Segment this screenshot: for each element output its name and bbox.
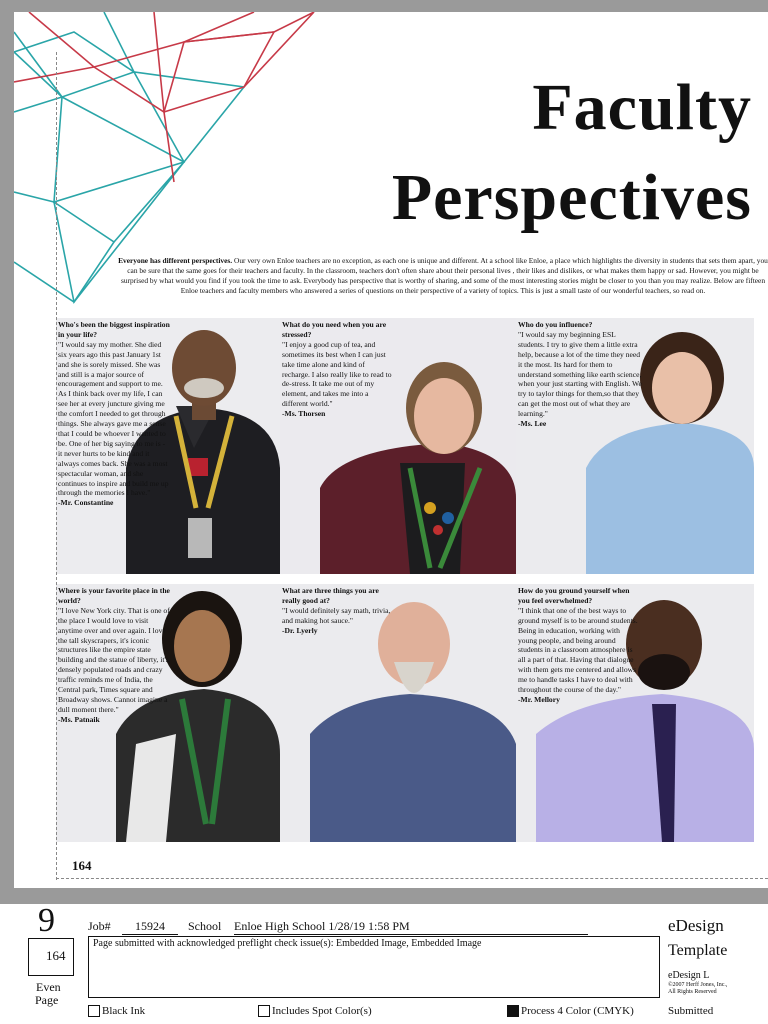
- spot-color-label: Includes Spot Color(s): [272, 1005, 372, 1017]
- quote-block-mellory: [518, 586, 638, 705]
- brand-line1: eDesign: [668, 916, 724, 935]
- quote-question: What are three things you are really good at?: [282, 586, 379, 605]
- quote-answer: "I would say my beginning ESL students. I try to give them a little extra help, because a lot of the time they need it the most. Its hard for them to understand something like earth science, when your just starting with English. We try to taylor things for them,so that they can get the most out of what they are learning.": [518, 329, 642, 419]
- school-value: Enloe High School 1/28/19 1:58 PM: [234, 919, 588, 935]
- quote-question: What do you need when you are stressed?: [282, 320, 387, 339]
- intro-lead: Everyone has different perspectives.: [118, 256, 233, 265]
- quote-block-lee: [518, 320, 642, 429]
- page-title-line2: Perspectives: [391, 161, 752, 234]
- page-label: Page: [35, 993, 59, 1007]
- spot-color-checkbox[interactable]: [258, 1005, 270, 1017]
- quote-block-constantine: [58, 320, 170, 508]
- black-ink-label: Black Ink: [102, 1005, 146, 1017]
- quote-answer: "I enjoy a good cup of tea, and sometimes its best when I can just take time alone and kind of recharge. I also really like to read to de-stress. It take me out of my element, and takes me into a different world.": [282, 339, 392, 409]
- quote-answer: "I love New York city. That is one of the place I would love to visit anytime over and over again. I love the tall skyscrapers, it's iconic structures like the empire state building and the statue of liberty, it's densely populated roads and crazy traffic reminds me of India, the Central park, Times square and Broadway shows. Cannot imagine a dull moment there.": [58, 605, 170, 714]
- page-title-line1: Faculty: [532, 71, 752, 144]
- page-number: 164: [46, 948, 66, 963]
- message-text: Page submitted with acknowledged preflight check issue(s): Embedded Image, Embedded Image: [93, 938, 482, 949]
- frame-top-bar: [0, 0, 768, 12]
- black-ink-checkbox[interactable]: [88, 1005, 100, 1017]
- copyright-line2: All Rights Reserved: [668, 989, 717, 995]
- even-label: Even: [36, 980, 61, 994]
- job-number: 15924: [122, 919, 178, 935]
- quote-answer: "I would definitely say math, trivia, and making hot sauce.": [282, 605, 391, 625]
- quote-author: -Mr. Mellory: [518, 694, 560, 704]
- process-color-label: Process 4 Color (CMYK): [521, 1005, 634, 1017]
- quote-author: -Mr. Constantine: [58, 498, 114, 508]
- quote-block-thorsen: [282, 320, 394, 419]
- page-index: 9: [38, 902, 55, 939]
- frame-bottom-bar: [0, 888, 768, 904]
- quote-answer: "I would say my mother. She died six years ago this past January 1st and she is sorely missed. She was and still is a major source of encouragement and support to me. As I think back over my life, I can see her at every juncture giving me the comfort I needed to get through things. She always gave me a sense that I could be whoever I wanted to be. One of her big saying to me is - it never hurts to be kind and it always comes back. She was a most spectacular woman, and she continues to inspire and build me up through the memories I have.": [58, 339, 169, 498]
- brand-small: eDesign L: [668, 970, 710, 981]
- frame-left-bar: [0, 0, 14, 888]
- intro-paragraph: [118, 256, 768, 296]
- copyright-line1: ©2007 Herff Jones, Inc.,: [668, 982, 728, 988]
- quote-question: Who's been the biggest inspiration in your life?: [58, 320, 170, 339]
- quote-block-patnaik: [58, 586, 170, 725]
- quote-author: -Ms. Lee: [518, 419, 547, 429]
- process-color-checkbox[interactable]: [507, 1005, 519, 1017]
- quote-author: -Ms. Thorsen: [282, 409, 326, 419]
- margin-guide-left: [56, 52, 57, 880]
- quote-question: Who do you influence?: [518, 320, 593, 329]
- quote-block-lyerly: [282, 586, 394, 636]
- quote-question: How do you ground yourself when you feel overwhelmed?: [518, 586, 630, 605]
- yearbook-page: [14, 12, 768, 888]
- brand-line2: Template: [668, 942, 728, 959]
- submitted-label: Submitted: [668, 1005, 714, 1017]
- margin-guide-bottom: [56, 878, 768, 879]
- page-folio: 164: [72, 858, 92, 873]
- quote-author: -Dr. Lyerly: [282, 625, 318, 635]
- quote-author: -Ms. Patnaik: [58, 714, 100, 724]
- school-label: School: [188, 919, 222, 933]
- job-label: Job#: [88, 919, 111, 933]
- quote-question: Where is your favorite place in the world?: [58, 586, 170, 605]
- intro-text: Our very own Enloe teachers are no exception, as each one is unique and different. At a school like Enloe, a place which highlights the diversity in students that sets them apart, you can be sure that the same goes for their teachers and faculty. In the classroom, teachers don't often share about their personal lives , their likes and dislikes, or what makes them happy or sad. However, you might be surprised by what would you find if you took the time to ask. Everybody has perspective that is worthy of sharing, and some of the most interesting stories might be closer to you than you may realize. Below are fifteen Enloe teachers and faculty members who answered a series of questions on their perspective of a variety of topics. This is just a small taste of our wonderful teachers, so read on.: [120, 256, 768, 295]
- quote-answer: "I think that one of the best ways to ground myself is to be around students. Being in education, working with young people, and being around students in a classroom atmosphere is all a part of that. Having that dialogue with them gets me centered and allows me to handle tasks I have to deal with throughout the course of the day.": [518, 605, 638, 695]
